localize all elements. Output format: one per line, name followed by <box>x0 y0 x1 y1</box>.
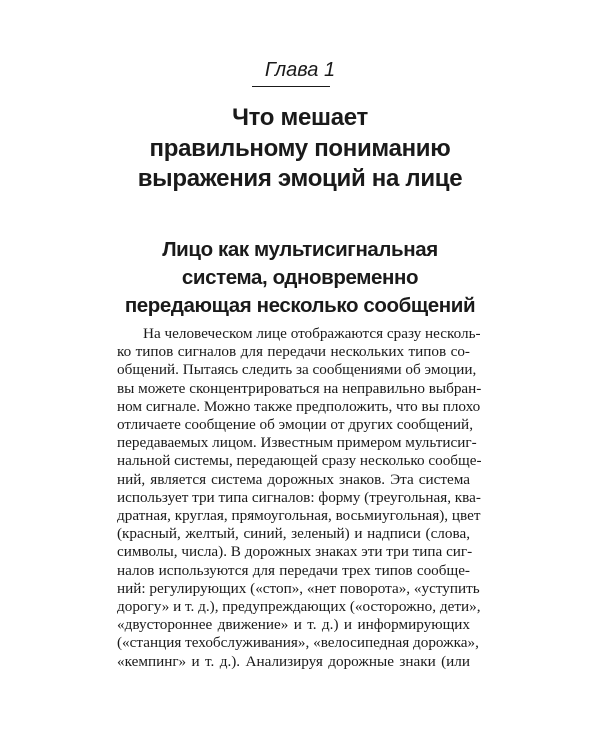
body-line: «кемпинг» и т. д.). Анализируя дорожные знаки (или <box>117 652 470 670</box>
body-line: символы, числа). В дорожных знаках эти три типа сиг- <box>117 543 473 561</box>
body-line: ний: регулирующих («стоп», «нет поворота», «уступить <box>117 579 480 597</box>
chapter-label: Глава 1 <box>264 59 336 81</box>
chapter-underline <box>252 86 330 87</box>
body-line: На человеческом лице отображаются сразу несколь- <box>143 325 481 342</box>
body-line: ном сигнале. Можно также предположить, что вы плохо <box>117 397 481 415</box>
body-line: ко типов сигналов для передачи нескольких типов со- <box>117 343 470 361</box>
body-line: дорогу» и т. д.), предупреждающих («осторожно, дети», <box>117 598 481 616</box>
section-title-line: система, одновременно <box>181 266 419 289</box>
body-line: дратная, круглая, прямоугольная, восьмиугольная), цвет <box>117 507 481 525</box>
body-line: нальной системы, передающей сразу несколько сообще- <box>117 452 482 470</box>
chapter-title-line: Что мешает <box>232 104 368 131</box>
body-paragraph <box>117 325 482 671</box>
body-line: общений. Пытаясь следить за сообщениями об эмоции, <box>117 361 477 379</box>
section-title <box>90 236 510 320</box>
body-line: налов используются для передачи трех типов сообще- <box>117 561 470 579</box>
body-line: («станция техобслуживания», «велосипедная дорожка», <box>117 634 479 652</box>
body-line: (красный, желтый, синий, зеленый) и надписи (слова, <box>117 525 470 543</box>
body-line: «двустороннее движение» и т. д.) и информирующих <box>117 616 470 634</box>
chapter-title-line: выражения эмоций на лице <box>137 165 463 192</box>
body-line: вы можете сконцентрироваться на неправильно выбран- <box>117 379 482 397</box>
body-line: передаваемых лицом. Известным примером мультисиг- <box>117 434 477 452</box>
section-title-line: передающая несколько сообщений <box>124 294 476 317</box>
chapter-title-line: правильному пониманию <box>149 134 451 162</box>
chapter-title <box>90 103 510 195</box>
body-line: ний, является система дорожных знаков. Эта система <box>117 470 470 488</box>
section-title-line: Лицо как мультисигнальная <box>162 238 438 261</box>
body-line: отличаете сообщение об эмоции от других сообщений, <box>117 416 473 434</box>
body-line: использует три типа сигналов: форму (треугольная, ква- <box>117 488 481 506</box>
